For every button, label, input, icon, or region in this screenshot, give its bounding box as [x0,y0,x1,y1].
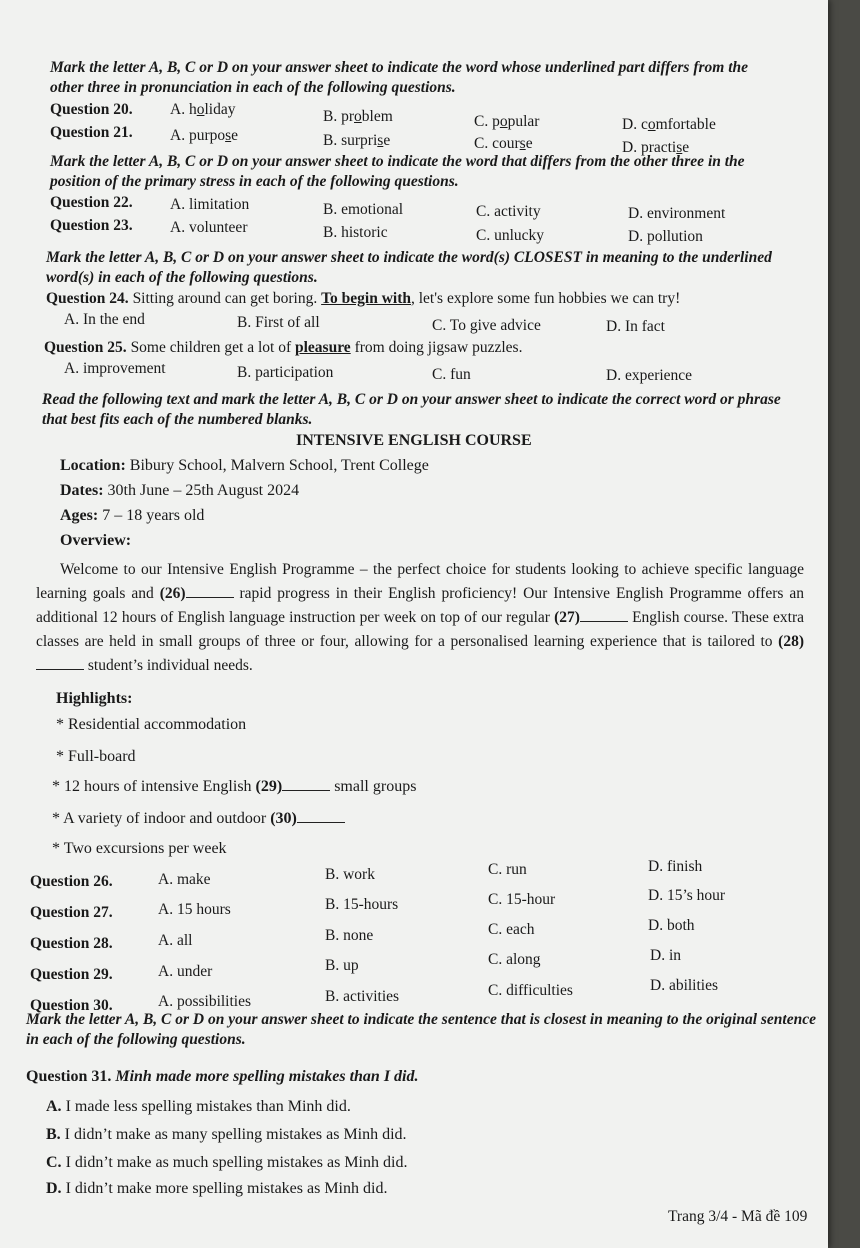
blank-29 [282,776,330,791]
q22-option-a: A. limitation [170,196,250,213]
q23-option-b: B. historic [323,224,388,241]
q23-option-d: D. pollution [628,228,703,245]
q30-option-d: D. abilities [650,977,719,994]
q24-option-c: C. To give advice [432,317,541,334]
q26-label: Question 26. [30,873,113,890]
section5-instruction: Mark the letter A, B, C or D on your answer sheet to indicate the sentence that is closest in meaning to the original sentence in each of the following questions. [26,1011,816,1048]
section1-instruction: Mark the letter A, B, C or D on your answer sheet to indicate the word whose underlined part differs from the other three in pronunciation in each of the following questions. [50,59,748,96]
q25-option-b: B. participation [237,364,334,381]
q25-option-a: A. improvement [64,360,166,377]
q26-option-d: D. finish [648,858,703,875]
q20-option-a: A. holiday [170,101,236,118]
q31-option-b: B. I didn’t make as many spelling mistakes as Minh did. [46,1126,407,1143]
q26-option-a: A. make [158,871,211,888]
q30-label: Question 30. [30,997,113,1014]
section2-instruction: Mark the letter A, B, C or D on your answer sheet to indicate the word that differs from the other three in the position of the primary stress in each of the following questions. [50,153,745,190]
blank-27 [580,607,628,622]
highlight-3: * 12 hours of intensive English (29) small groups [52,778,417,795]
section3-instruction: Mark the letter A, B, C or D on your answer sheet to indicate the word(s) CLOSEST in meaning to the underlined word(s) in each of the following questions. [46,249,772,286]
q23-option-a: A. volunteer [170,219,248,236]
q28-option-c: C. each [488,921,535,938]
q20-label: Question 20. [50,101,133,118]
q24-option-d: D. In fact [606,318,665,335]
q29-option-a: A. under [158,963,213,980]
q30-option-a: A. possibilities [158,993,252,1010]
location-line: Location: Bibury School, Malvern School, Trent College [60,457,429,474]
q31-option-c: C. I didn’t make as much spelling mistakes as Minh did. [46,1154,408,1171]
overview-paragraph: Welcome to our Intensive English Programme – the perfect choice for students looking to achieve specific language learning goals and (26) rapid progress in their English proficiency! Our Intensive English Programme offers an additional 12 hours of English language instruction per week on top of our regular (27) English course. These extra classes are held in small groups of three or four, allowing for a personalised learning experience that is tailored to (28) student’s individual needs. [36,561,804,674]
q29-option-c: C. along [488,951,541,968]
q20-option-b: B. problem [323,108,393,125]
highlights-label: Highlights: [56,690,133,707]
q31-option-d: D. I didn’t make more spelling mistakes as Minh did. [46,1180,388,1197]
blank-26 [186,583,234,598]
q26-option-c: C. run [488,861,527,878]
q26-option-b: B. work [325,866,375,883]
q31-option-a: A. I made less spelling mistakes than Minh did. [46,1098,351,1115]
q25-stem: Question 25. Some children get a lot of pleasure from doing jigsaw puzzles. [44,339,523,356]
q20-option-d: D. comfortable [622,116,716,133]
ages-line: Ages: 7 – 18 years old [60,507,205,524]
blank-30 [297,808,345,823]
q21-option-c: C. course [474,135,533,152]
highlight-4: * A variety of indoor and outdoor (30) [52,808,345,828]
dates-line: Dates: 30th June – 25th August 2024 [60,482,300,499]
q29-label: Question 29. [30,966,113,983]
q30-option-c: C. difficulties [488,982,573,999]
q28-option-d: D. both [648,917,695,934]
q22-option-c: C. activity [476,203,541,220]
q21-option-b: B. surprise [323,132,391,149]
q27-label: Question 27. [30,904,113,921]
q20-option-c: C. popular [474,113,540,130]
highlight-5: * Two excursions per week [52,840,227,857]
q28-option-a: A. all [158,932,193,949]
blank-28 [36,655,84,670]
q31-stem: Question 31. Minh made more spelling mistakes than I did. [26,1068,419,1085]
q23-option-c: C. unlucky [476,227,545,244]
q29-option-b: B. up [325,957,359,974]
course-title: INTENSIVE ENGLISH COURSE [296,432,532,449]
q23-label: Question 23. [50,217,133,234]
q21-label: Question 21. [50,124,133,141]
overview-label: Overview: [60,532,132,549]
q24-option-a: A. In the end [64,311,145,328]
q24-stem: Question 24. Sitting around can get boring. To begin with, let's explore some fun hobbies we can try! [46,290,681,307]
q25-option-c: C. fun [432,366,471,383]
q24-option-b: B. First of all [237,314,320,331]
q22-option-d: D. environment [628,205,726,222]
q22-option-b: B. emotional [323,201,404,218]
highlight-2: * Full-board [56,748,136,765]
q27-option-b: B. 15-hours [325,896,399,913]
q21-option-a: A. purpose [170,127,239,144]
q28-label: Question 28. [30,935,113,952]
q25-option-d: D. experience [606,367,693,384]
q27-option-d: D. 15’s hour [648,887,726,904]
q27-option-a: A. 15 hours [158,901,231,918]
highlight-1: * Residential accommodation [56,716,247,733]
q27-option-c: C. 15-hour [488,891,556,908]
q30-option-b: B. activities [325,988,400,1005]
q28-option-b: B. none [325,927,374,944]
page-footer: Trang 3/4 - Mã đề 109 [668,1208,808,1225]
q22-label: Question 22. [50,194,133,211]
q29-option-d: D. in [650,947,681,964]
q21-option-d: D. practise [622,139,690,156]
section4-instruction: Read the following text and mark the letter A, B, C or D on your answer sheet to indicate the correct word or phrase that best fits each of the numbered blanks. [42,391,781,428]
